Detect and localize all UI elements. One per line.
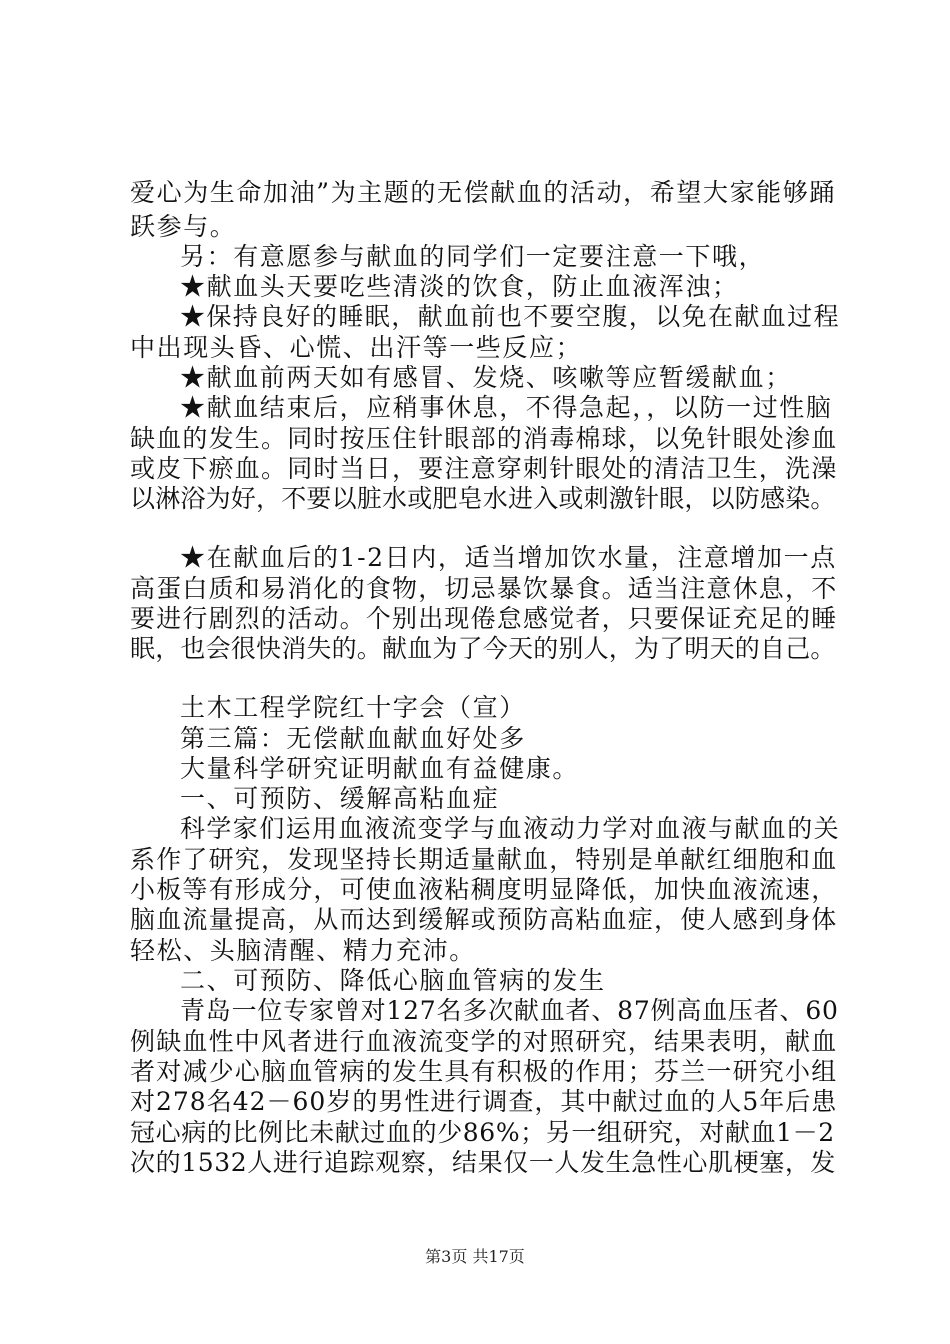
signature-line: 土木工程学院红十字会（宣）	[180, 693, 526, 722]
body-line: 者对减少心脑血管病的发生具有积极的作用；芬兰一研究小组	[130, 1057, 838, 1086]
body-line: ★保持良好的睡眠，献血前也不要空腹，以免在献血过程	[180, 302, 841, 331]
section-heading: 第三篇：无偿献血献血好处多	[180, 724, 526, 753]
body-line: 对278名42－60岁的男性进行调查，其中献过血的人5年后患	[130, 1087, 838, 1116]
body-line: ★献血结束后，应稍事休息，不得急起，，以防一过性脑	[180, 393, 833, 422]
body-line: 冠心病的比例比未献过血的少86%；另一组研究，对献血1－2	[130, 1118, 835, 1147]
body-line: 要进行剧烈的活动。个别出现倦怠感觉者，只要保证充足的睡	[130, 604, 838, 633]
body-line: 中出现头昏、心慌、出汗等一些反应；	[130, 333, 583, 362]
body-line: 系作了研究，发现坚持长期适量献血，特别是单献红细胞和血	[130, 845, 838, 874]
body-line: 眠，也会很快消失的。献血为了今天的别人，为了明天的自己。	[130, 634, 836, 663]
page-number-footer: 第3页 共17页	[425, 1247, 525, 1266]
body-line: 高蛋白质和易消化的食物，切忌暴饮暴食。适当注意休息，不	[130, 574, 838, 603]
body-line: 大量科学研究证明献血有益健康。	[180, 754, 580, 783]
body-line: ★献血头天要吃些清淡的饮食，防止血液浑浊；	[180, 272, 739, 301]
body-line: 科学家们运用血液流变学与血液动力学对血液与献血的关	[180, 814, 841, 843]
subheading: 二、可预防、降低心脑血管病的发生	[180, 966, 606, 995]
body-line: 青岛一位专家曾对127名多次献血者、87例高血压者、60	[180, 996, 839, 1025]
body-line: 另：有意愿参与献血的同学们一定要注意一下哦，	[180, 242, 766, 271]
body-line: ★在献血后的1-2日内，适当增加饮水量，注意增加一点	[180, 543, 837, 572]
body-line: 跃参与。	[130, 212, 237, 241]
body-line: 爱心为生命加油”为主题的无偿献血的活动，希望大家能够踊	[130, 178, 836, 207]
body-line: ★献血前两天如有感冒、发烧、咳嗽等应暂缓献血；	[180, 363, 792, 392]
body-line: 小板等有形成分，可使血液粘稠度明显降低，加快血液流速，	[130, 875, 838, 904]
body-line: 例缺血性中风者进行血液流变学的对照研究，结果表明，献血	[130, 1027, 838, 1056]
body-line: 缺血的发生。同时按压住针眼部的消毒棉球，以免针眼处渗血	[130, 424, 838, 453]
body-line: 轻松、头脑清醒、精力充沛。	[130, 936, 476, 965]
body-line: 次的1532人进行追踪观察，结果仅一人发生急性心肌梗塞，发	[130, 1148, 837, 1177]
body-line: 以淋浴为好，不要以脏水或肥皂水进入或刺激针眼，以防感染。	[130, 484, 836, 513]
body-line: 或皮下瘀血。同时当日，要注意穿刺针眼处的清洁卫生，洗澡	[130, 454, 838, 483]
body-line: 脑血流量提高，从而达到缓解或预防高粘血症，使人感到身体	[130, 905, 838, 934]
subheading: 一、可预防、缓解高粘血症	[180, 784, 500, 813]
